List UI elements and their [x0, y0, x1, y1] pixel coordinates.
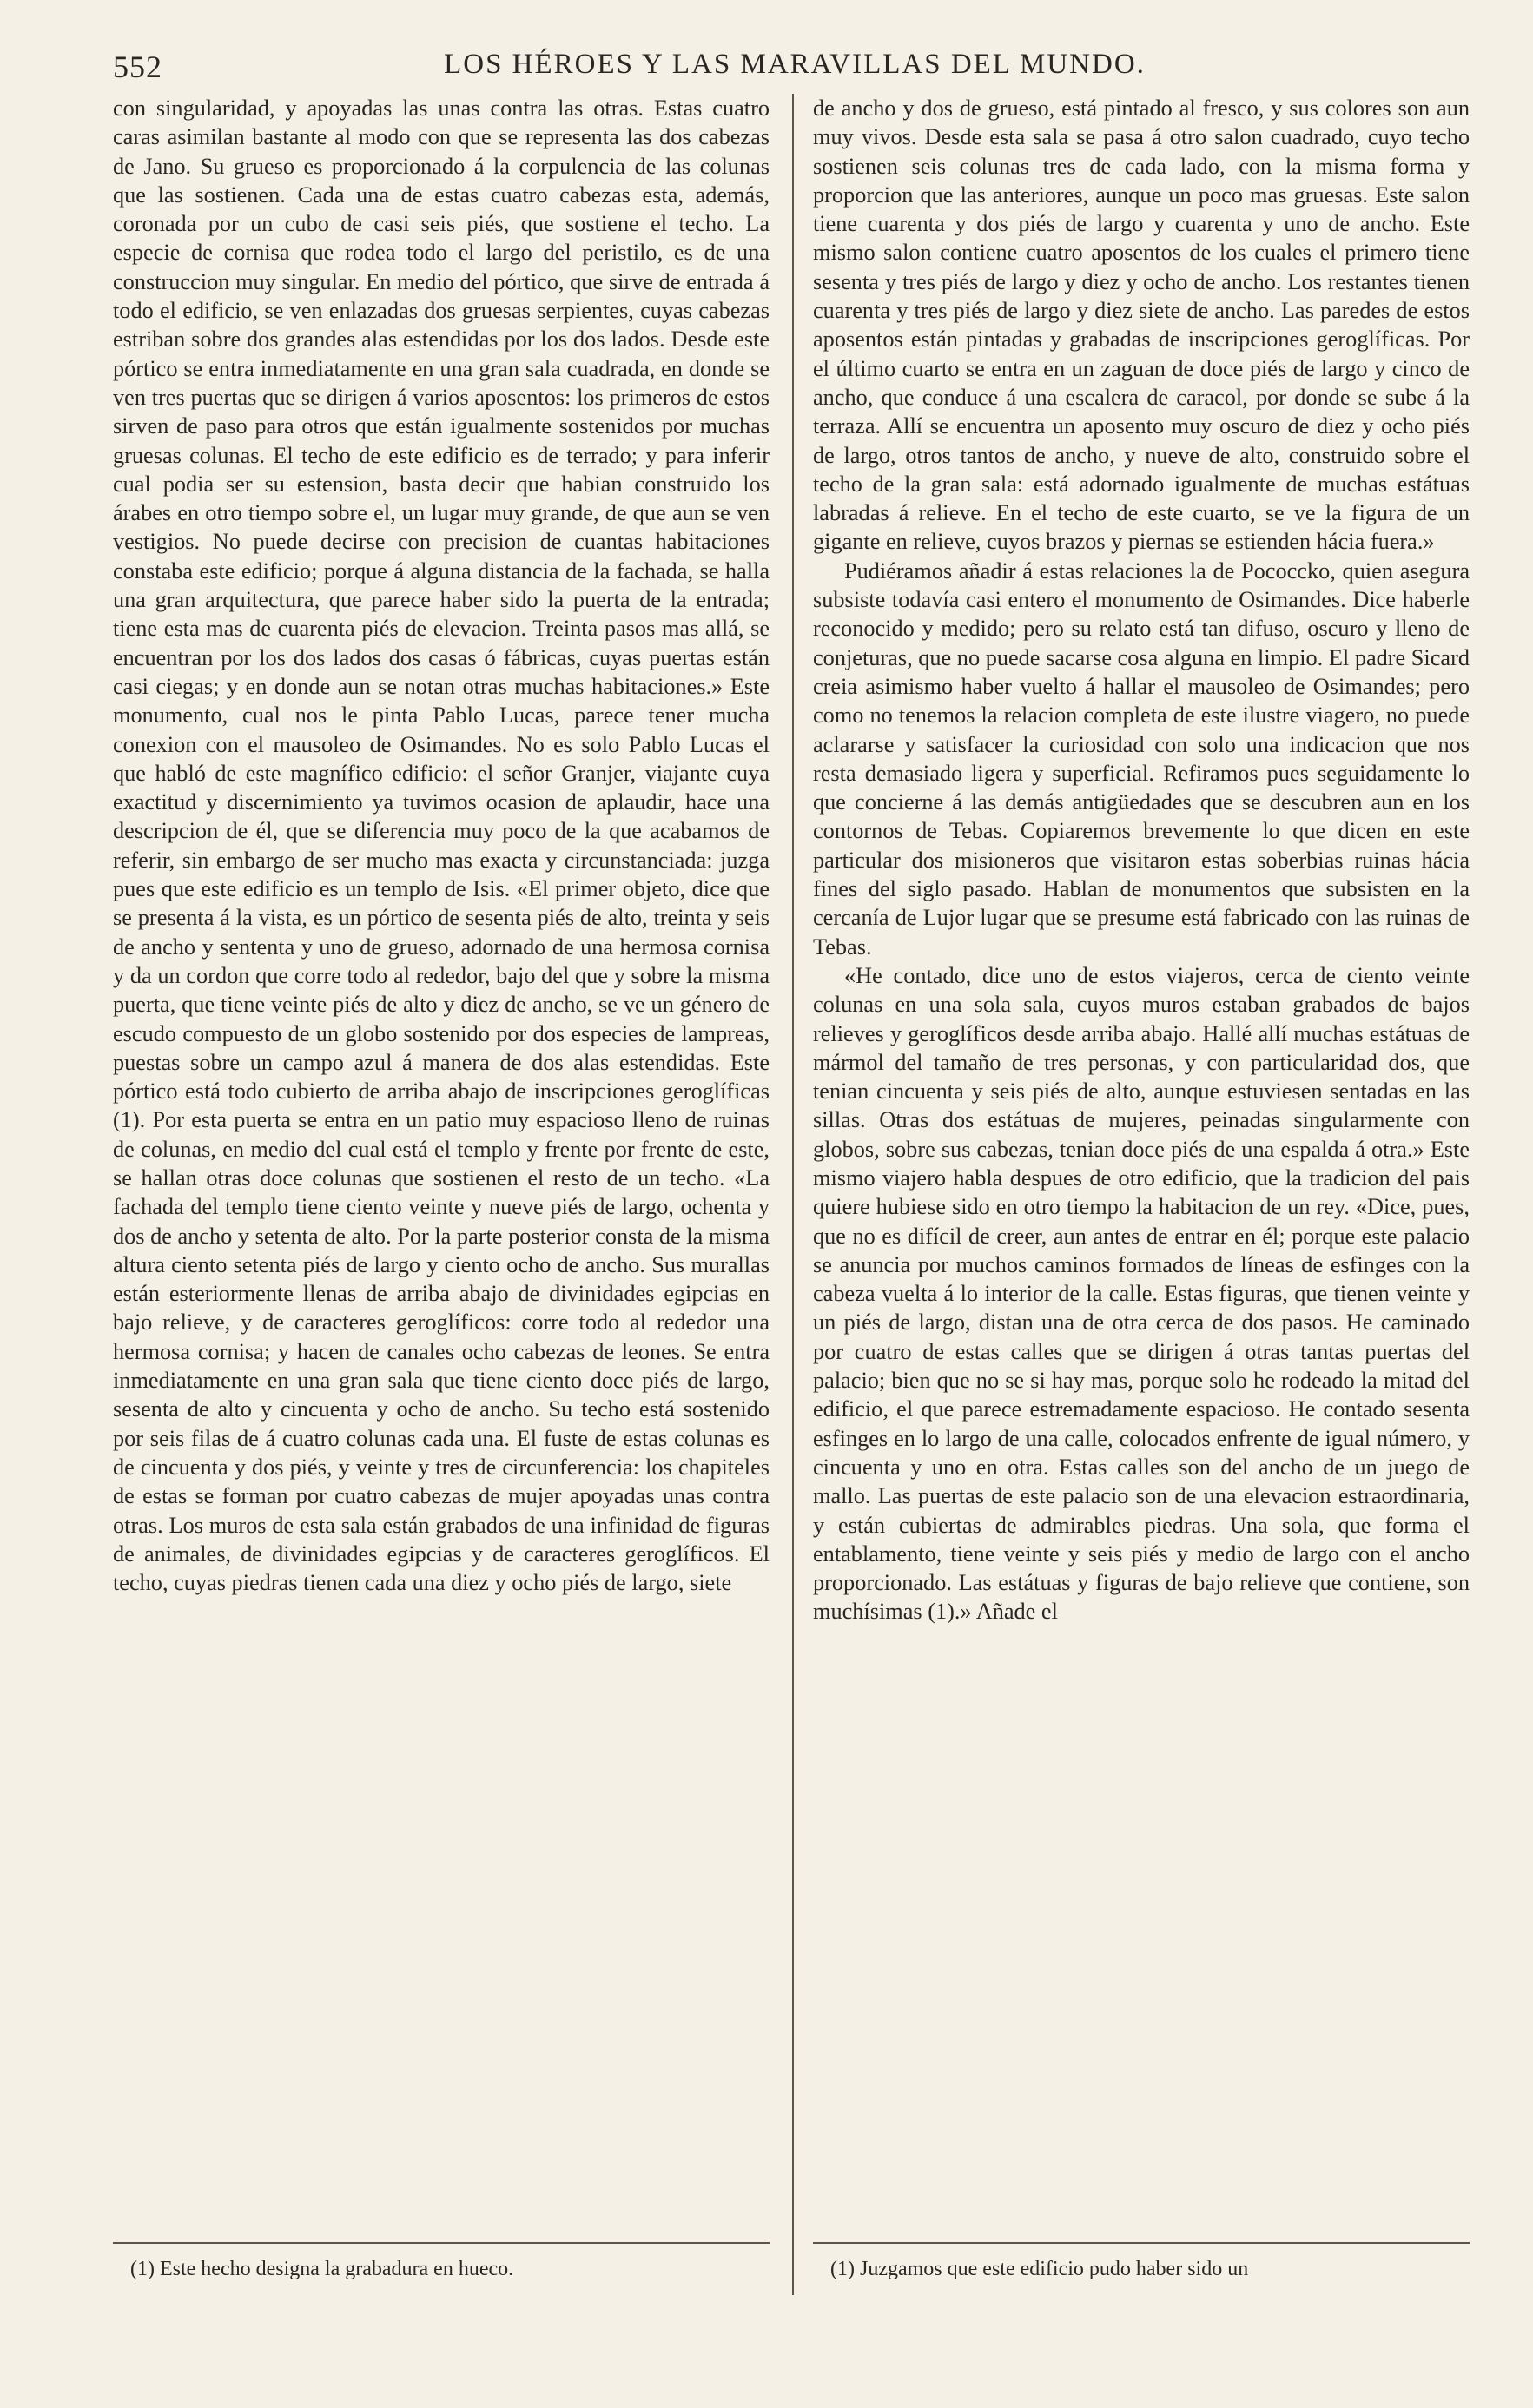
footnote-rule-left	[113, 2242, 770, 2244]
right-paragraph-2: Pudiéramos añadir á estas relaciones la de Pococcko, quien asegura subsiste todavía casi entero el monumento de Osimandes. Dice haberle reconocido y medido; pero su relato está tan difuso, oscuro y lleno de conjeturas, que no puede sacarse cosa alguna en limpio. El padre Sicard creia asimismo haber vuelto á hallar el mausoleo de Osimandes; pero como no tenemos la relacion completa de este ilustre viagero, no puede aclararse y satisfacer la curiosidad con solo una indicacion que nos resta demasiado ligera y superficial. Refiramos pues seguidamente lo que concierne á las demás antigüedades que se descubren aun en los contornos de Tebas. Copiaremos brevemente lo que dicen en este particular dos misioneros que visitaron estas soberbias ruinas hácia fines del siglo pasado. Hablan de monumentos que subsisten en la cercanía de Lujor lugar que se presume está fabricado con las ruinas de Tebas.	[813, 557, 1470, 960]
right-column	[813, 94, 1470, 2239]
footnote-left: (1) Este hecho designa la grabadura en hueco.	[130, 2258, 514, 2280]
footnote-rule-right	[813, 2242, 1470, 2244]
page-header	[113, 49, 1477, 92]
right-paragraph-3: «He contado, dice uno de estos viajeros, cerca de ciento veinte colunas en una sola sala, cuyos muros estaban grabados de bajos relieves y geroglíficos desde arriba abajo. Hallé allí muchas estátuas de mármol del tamaño de tres personas, y con particularidad dos, que tenian cincuenta y seis piés de alto, aunque estuviesen sentadas en las sillas. Otras dos estátuas de mujeres, peinadas singularmente con globos, sobre sus cabezas, tenian doce piés de una espalda á otra.» Este mismo viajero habla despues de otro edificio, que la tradicion del pais quiere hubiese sido en otro tiempo la habitacion de un rey. «Dice, pues, que no es difícil de creer, aun antes de entrar en él; porque este palacio se anuncia por muchos caminos formados de líneas de esfinges con la cabeza vuelta á lo interior de la calle. Estas figuras, que tienen veinte y un piés de largo, distan una de otra cerca de dos pasos. He caminado por cuatro de estas calles que se dirigen á otras tantas puertas del palacio; bien que no se si hay mas, porque solo he rodeado la mitad del edificio, el que parece estremadamente espacioso. He contado sesenta esfinges en lo largo de una calle, colocados enfrente de igual número, y cincuenta y uno en otra. Estas calles son del ancho de un juego de mallo. Las puertas de este palacio son de una elevacion estraordinaria, y están cubiertas de admirables piedras. Una sola, que forma el entablamento, tiene veinte y seis piés y medio de largo con el ancho proporcionado. Las estátuas y figuras de bajo relieve que contiene, son muchísimas (1).» Añade el	[813, 962, 1470, 1625]
running-title: LOS HÉROES Y LAS MARAVILLAS DEL MUNDO.	[444, 49, 1146, 80]
left-paragraph-1: con singularidad, y apoyadas las unas contra las otras. Estas cuatro caras asimilan bastante al modo con que se representa las dos cabezas de Jano. Su grueso es proporcionado á la corpulencia de las colunas que las sostienen. Cada una de estas cuatro cabezas esta, además, coronada por un cubo de casi seis piés, que sostiene el techo. La especie de cornisa que rodea todo el largo del peristilo, es de una construccion muy singular. En medio del pórtico, que sirve de entrada á todo el edificio, se ven enlazadas dos gruesas serpientes, cuyas cabezas estriban sobre dos grandes alas estendidas por los dos lados. Desde este pórtico se entra inmediatamente en una gran sala cuadrada, en donde se ven tres puertas que se dirigen á varios aposentos: los primeros de estos sirven de paso para otros que están igualmente sostenidos por muchas gruesas colunas. El techo de este edificio es de terrado; y para inferir cual podia ser su estension, basta decir que habian construido los árabes en otro tiempo sobre el, un lugar muy grande, de que aun se ven vestigios. No puede decirse con precision de cuantas habitaciones constaba este edificio; porque á alguna distancia de la fachada, se halla una gran arquitectura, que parece haber sido la puerta de la entrada; tiene esta mas de cuarenta piés de elevacion. Treinta pasos mas allá, se encuentran por los dos lados dos casas ó fábricas, cuyas puertas están casi ciegas; y en donde aun se notan otras muchas habitaciones.» Este monumento, cual nos le pinta Pablo Lucas, parece tener mucha conexion con el mausoleo de Osimandes. No es solo Pablo Lucas el que habló de este magnífico edificio: el señor Granjer, viajante cuya exactitud y discernimiento ya tuvimos ocasion de aplaudir, hace una descripcion de él, que se diferencia muy poco de la que acabamos de referir, sin embargo de ser mucho mas exacta y circunstanciada: juzga pues que este edificio es un templo de Isis. «El primer objeto, dice que se presenta á la vista, es un pórtico de sesenta piés de alto, treinta y seis de ancho y sententa y uno de grueso, adornado de una hermosa cornisa y da un cordon que corre todo al rededor, bajo del que y sobre la misma puerta, que tiene veinte piés de alto y diez de ancho, se ve un género de escudo compuesto de un globo sostenido por dos especies de lampreas, puestas sobre un campo azul á manera de dos alas estendidas. Este pórtico está todo cubierto de arriba abajo de inscripciones geroglíficas (1). Por esta puerta se entra en un patio muy espacioso lleno de ruinas de colunas, en medio del cual está el templo y frente por frente de este, se hallan otras doce colunas que sostienen el resto de un techo. «La fachada del templo tiene ciento veinte y nueve piés de largo, ochenta y dos de ancho y setenta de alto. Por la parte posterior consta de la misma altura ciento setenta piés de largo y ciento ocho de ancho. Sus murallas están esteriormente llenas de arriba abajo de divinidades egipcias en bajo relieve, y de caracteres geroglíficos: corre todo al rededor una hermosa cornisa; y hacen de canales ocho cabezas de leones. Se entra inmediatamente en una gran sala que tiene ciento doce piés de largo, sesenta de alto y cincuenta y ocho de ancho. Su techo está sostenido por seis filas de á cuatro colunas cada una. El fuste de estas colunas es de cincuenta y dos piés, y veinte y tres de circunferencia: los chapiteles de estas se forman por cuatro cabezas de mujer apoyadas unas contra otras. Los muros de esta sala están grabados de una infinidad de figuras de animales, de divinidades egipcias y de caracteres geroglíficos. El techo, cuyas piedras tienen cada una diez y ocho piés de largo, siete	[113, 96, 770, 1596]
page-number: 552	[113, 49, 162, 84]
right-paragraph-1: de ancho y dos de grueso, está pintado al fresco, y sus colores son aun muy vivos. Desde esta sala se pasa á otro salon cuadrado, cuyo techo sostienen seis colunas tres de cada lado, con la misma forma y proporcion que las anteriores, aunque un poco mas gruesas. Este salon tiene cuarenta y dos piés de largo y cuarenta y uno de ancho. Este mismo salon contiene cuatro aposentos de los cuales el primero tiene sesenta y tres piés de largo y diez y ocho de ancho. Los restantes tienen cuarenta y tres piés de largo y diez siete de ancho. Las paredes de estos aposentos están pintadas y grabadas de inscripciones geroglíficas. Por el último cuarto se entra en un zaguan de doce piés de largo y cinco de ancho, que conduce á una escalera de caracol, por donde se sube á la terraza. Allí se encuentra un aposento muy oscuro de diez y ocho piés de largo, otros tantos de ancho, y nueve de alto, construido sobre el techo de la gran sala: está adornado igualmente de muchas estátuas labradas á relieve. En el techo de este cuarto, se ve la figura de un gigante en relieve, cuyos brazos y piernas se estienden hácia fuera.»	[813, 96, 1470, 555]
column-divider	[792, 94, 794, 2295]
footnote-right: (1) Juzgamos que este edificio pudo haber sido un	[830, 2258, 1249, 2280]
left-column	[113, 94, 770, 2239]
